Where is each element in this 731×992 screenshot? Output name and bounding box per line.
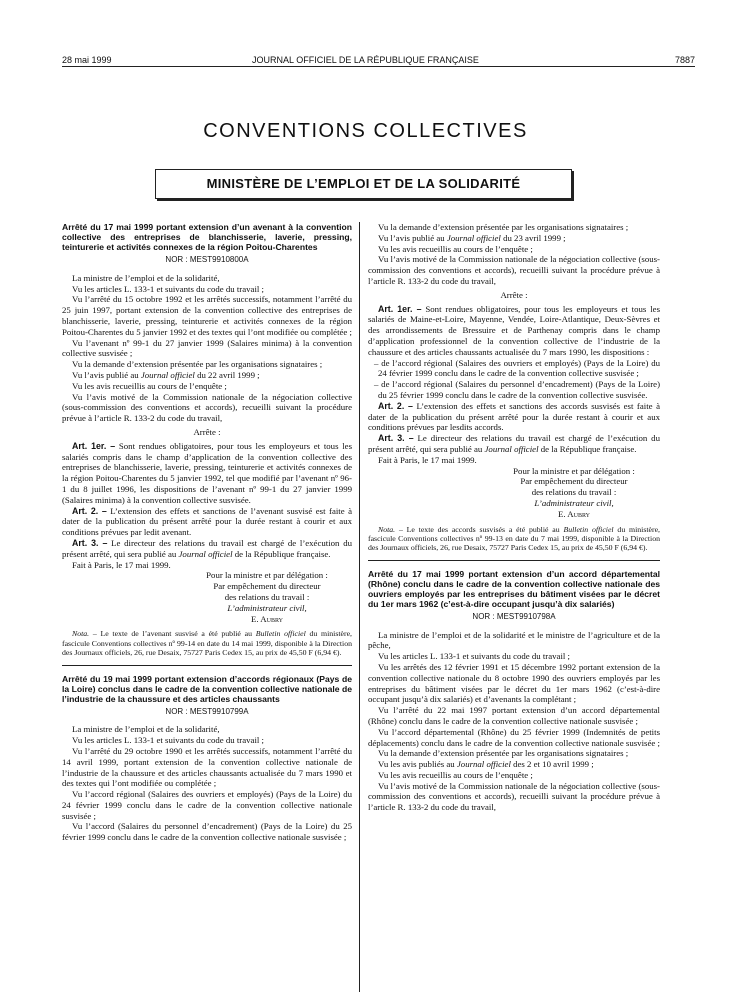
article-label: Art. 3. – (378, 433, 414, 444)
text: Sont rendues obligatoires, pour tous les employeurs et tous les salariés compris dans le champ d’application de la convention collective des entreprises de blanchisserie, laverie, pressing, teinturerie et activités connexes de la région Poitou-Charentes du 5 janvier 1992, tel que modifié par l’avenant nº 96-1 du 8 juillet 1996, les dispositions de l’avenant nº 99-1 du 27 janvier 1999 (Salaires minima) à la convention collective susvisée. (62, 440, 353, 505)
section-separator (368, 560, 660, 561)
text: Vu l’avis publié au (378, 232, 445, 243)
header-rule (62, 66, 695, 67)
signature-line: L’administrateur civil, (227, 602, 307, 613)
article-label: Art. 1er. – (378, 303, 422, 314)
list-item: – de l’accord régional (Salaires du personnel d’encadrement) (Pays de la Loire) du 25 février 1999 conclu dans le cadre de la convention collective susvisée. (374, 379, 660, 400)
paragraph: Fait à Paris, le 17 mai 1999. (72, 559, 171, 570)
paragraph: Vu la demande d’extension présentée par les organisations signataires ; (378, 748, 629, 759)
right-column (368, 222, 660, 813)
list-item: – de l’accord régional (Salaires des ouvriers et employés) (Pays de la Loire) du 24 février 1999 conclu dans le cadre de la convention collective susvisée ; (374, 357, 660, 379)
nota-label: Nota. (72, 629, 90, 639)
paragraph: Vu les articles L. 133-1 et suivants du code du travail ; (378, 651, 570, 662)
text: du 23 avril 1999 ; (503, 232, 566, 243)
text: du ministère, fascicule Conventions collectives nº 99-14 en date du 14 mai 1999, disponible à la Direction des Journaux officiels, 26, rue Desaix, 75727 Paris Cedex 15, au prix de 45,50 F (6,94 €). (62, 629, 353, 658)
header-page-number: 7887 (674, 55, 695, 65)
signature-line: L’administrateur civil, (534, 497, 614, 508)
article-paragraph (62, 506, 352, 538)
paragraph (368, 233, 660, 244)
arrete-heading: Arrête : (500, 289, 528, 300)
bulletin-ref: Bulletin officiel (255, 629, 306, 639)
article-paragraph (62, 441, 352, 506)
paragraph (62, 370, 352, 381)
left-column (62, 222, 352, 843)
text: du 22 avril 1999 ; (197, 369, 260, 380)
text: Vu les avis publiés au (378, 759, 455, 770)
paragraph: La ministre de l’emploi et de la solidarité, (72, 724, 220, 735)
text: L’extension des effets et sanctions des accords susvisés est faite à dater de la publication du présent arrêté pour la durée restant à courir et aux conditions prévues par lesdits accords. (368, 400, 661, 433)
signature-line: des relations du travail : (224, 591, 310, 602)
signatory-name: E. Aubry (558, 508, 590, 519)
paragraph: Vu la demande d’extension présentée par les organisations signataires ; (378, 222, 629, 232)
text: Vu l’avis publié au (72, 369, 139, 380)
page-header (0, 0, 731, 64)
paragraph: Vu les avis recueillis au cours de l’enquête ; (378, 243, 533, 254)
arrete-heading: Arrête : (193, 426, 221, 437)
article-paragraph (368, 401, 660, 433)
article-paragraph (62, 538, 352, 560)
header-journal: JOURNAL OFFICIEL DE LA RÉPUBLIQUE FRANÇAISE (252, 55, 479, 65)
section-separator (62, 665, 352, 666)
text: Le directeur des relations du travail est chargé de l’exécution du présent arrêté, qui sera publié au (368, 433, 660, 454)
journal-ref: Journal officiel (456, 759, 511, 770)
text: Sont rendues obligatoires, pour tous les employeurs et tous les salariés de Maine-et-Loire, Mayenne, Vendée, Loire-Atlantique, Deux-Sèvres et des arrondissements de Bressuire et de Parthenay compris dans le champ d’application professionnel de la convention collective de l’industrie de la chaussure et des articles chaussants actualisée du 7 mars 1990, les dispositions : (368, 303, 660, 357)
article-3-title: Arrêté du 17 mai 1999 portant extension d’un accord départemental (Rhône) conclu dans le cadre de la convention collective nationale des ouvriers employés par les entreprises du bâtiment visées par le décret du 1er mars 1962 (c’est-à-dire occupant jusqu’à dix salariés) (368, 568, 660, 609)
paragraph: Vu les articles L. 133-1 et suivants du code du travail ; (72, 735, 264, 746)
column-divider (359, 222, 360, 992)
text: – Le texte des accords susvisés a été publié au (398, 524, 560, 534)
signature-block (368, 466, 660, 520)
signature-line: Par empêchement du directeur (520, 476, 628, 487)
signature-line: Pour la ministre et par délégation : (513, 465, 635, 476)
article-paragraph (368, 304, 660, 358)
journal-ref: Journal officiel (446, 232, 501, 243)
signature-line: Par empêchement du directeur (213, 581, 321, 592)
signature-line: des relations du travail : (531, 487, 617, 498)
text: – Le texte de l’avenant susvisé a été publié au (92, 629, 252, 639)
journal-ref: Journal officiel (140, 369, 195, 380)
article-2-nor: NOR : MEST9910799A (165, 706, 249, 716)
paragraph: Vu l’accord départemental (Rhône) du 25 février 1999 (Indemnités de petits déplacements) conclu dans le cadre de la convention collective nationale susvisée ; (368, 726, 660, 748)
paragraph: Vu l’avis motivé de la Commission nationale de la négociation collective (sous-commission des conventions et accords), recueilli suivant la procédure prévue à l’article R. 133-2 du code du travail, (62, 391, 352, 424)
article-label: Art. 2. – (72, 505, 107, 516)
article-2-title: Arrêté du 19 mai 1999 portant extension d’accords régionaux (Pays de la Loire) conclus dans le cadre de la convention collective nationale de l’industrie de la chaussure et des articles chaussants (62, 673, 352, 704)
signatory-name: E. Aubry (251, 613, 283, 624)
article-paragraph (368, 433, 660, 455)
journal-ref: Journal officiel (484, 443, 539, 454)
text: de la République française. (540, 443, 637, 454)
text: de la République française. (234, 548, 331, 559)
signature-line: Pour la ministre et par délégation : (206, 570, 328, 581)
paragraph: Vu l’avis motivé de la Commission nationale de la négociation collective (sous-commission des conventions et accords), recueilli suivant la procédure prévue à l’article R. 133-2 du code du travail, (368, 254, 660, 286)
ministry-box: MINISTÈRE DE L’EMPLOI ET DE LA SOLIDARITÉ (155, 169, 572, 199)
nota (368, 525, 660, 553)
text: Le directeur des relations du travail est chargé de l’exécution du présent arrêté, qui sera publié au (62, 537, 352, 559)
article-label: Art. 3. – (72, 537, 108, 548)
article-1-title: Arrêté du 17 mai 1999 portant extension d’un avenant à la convention collective des entreprises de blanchisserie, laverie, pressing, teinturerie et activités connexes de la région Poitou-Charentes (62, 222, 352, 252)
nota (62, 629, 352, 657)
article-label: Art. 1er. – (72, 440, 116, 451)
paragraph: Vu les avis recueillis au cours de l’enquête ; (72, 380, 227, 391)
paragraph: Vu les arrêtés des 12 février 1991 et 15 décembre 1992 portant extension de la convention collective nationale du 8 octobre 1990 des ouvriers employés par les entreprises du bâtiment visées par le décret du 1er mars 1962 (c’est-à-dire occupant jusqu’à dix salariés) et d’avenants la complétant ; (368, 661, 660, 705)
paragraph: La ministre de l’emploi et de la solidarité et le ministre de l’agriculture et de la pêche, (368, 629, 660, 651)
paragraph: Vu l’arrêté du 29 octobre 1990 et les arrêtés successifs, notamment l’arrêté du 14 avril 1999, portant extension de la convention collective nationale de l’industrie de la chaussure et des articles chaussants actualisée du 7 mars 1990 et des textes qui l’ont modifiée ou complétée ; (62, 745, 352, 789)
section-title: CONVENTIONS COLLECTIVES (203, 120, 528, 142)
paragraph: Vu les avis recueillis au cours de l’enquête ; (378, 769, 533, 780)
paragraph: Vu l’arrêté du 22 mai 1997 portant extension d’un accord départemental (Rhône) conclu dans le cadre de la convention collective nationale susvisée ; (368, 705, 660, 726)
paragraph: Vu l’avenant nº 99-1 du 27 janvier 1999 (Salaires minima) à la convention collective susvisée ; (62, 337, 352, 359)
text: L’extension des effets et sanctions de l’avenant susvisé est faite à dater de la publication du présent arrêté pour la durée restant à courir et aux conditions prévues par ledit avenant. (62, 505, 353, 538)
paragraph: Fait à Paris, le 17 mai 1999. (378, 454, 477, 465)
nota-label: Nota. (378, 524, 396, 534)
paragraph (368, 759, 660, 770)
paragraph: La ministre de l’emploi et de la solidarité, (72, 272, 220, 283)
paragraph: Vu l’avis motivé de la Commission nationale de la négociation collective (sous-commission des conventions et accords), recueilli suivant la procédure prévue à l’article R. 133-2 du code du travail, (368, 780, 660, 813)
article-label: Art. 2. – (378, 400, 413, 411)
bulletin-ref: Bulletin officiel (563, 524, 614, 534)
signature-block (62, 570, 352, 624)
text: des 2 et 10 avril 1999 ; (513, 759, 594, 770)
journal-ref: Journal officiel (178, 548, 233, 559)
paragraph: Vu l’arrêté du 15 octobre 1992 et les arrêtés successifs, notamment l’arrêté du 25 juin 1997, portant extension de la convention collective des entreprises de blanchisserie, laverie, pressing, teinturerie et activités connexes de la région Poitou-Charentes du 5 janvier 1992 et des textes qui l’ont modifiée ou complétée ; (62, 294, 352, 337)
paragraph: Vu l’accord régional (Salaires des ouvriers et employés) (Pays de la Loire) du 24 février 1999 conclu dans le cadre de la convention collective nationale susvisée ; (62, 789, 352, 821)
paragraph: Vu les articles L. 133-1 et suivants du code du travail ; (72, 283, 264, 294)
paragraph: Vu l’accord (Salaires du personnel d’encadrement) (Pays de la Loire) du 25 février 1999 conclu dans le cadre de la convention collective nationale susvisée ; (62, 821, 352, 843)
paragraph: Vu la demande d’extension présentée par les organisations signataires ; (72, 359, 323, 370)
header-date: 28 mai 1999 (62, 55, 112, 65)
text: du ministère, fascicule Conventions collectives nº 99-13 en date du 7 mai 1999, disponible à la Direction des Journaux officiels, 26, rue Desaix, 75727 Paris Cedex 15, au prix de 45,50 F (6,94 €). (368, 524, 660, 553)
article-3-nor: NOR : MEST9910798A (472, 611, 556, 621)
article-1-nor: NOR : MEST9910800A (165, 255, 249, 264)
